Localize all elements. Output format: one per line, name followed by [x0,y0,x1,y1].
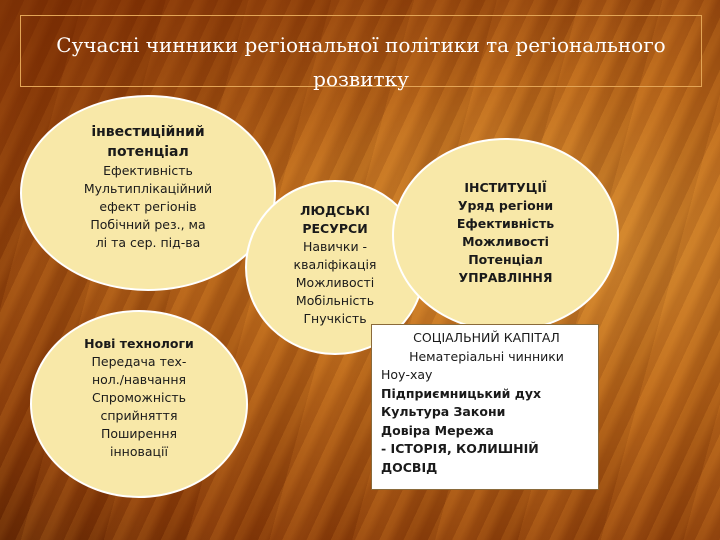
institutions-line: Потенціал [468,252,543,267]
human-heading-2: РЕСУРСИ [302,221,368,236]
tech-line: Поширення [100,426,178,441]
page-title [20,28,702,96]
institutions-node [392,138,619,332]
tech-line: інновації [110,444,168,459]
tech-heading: Нові технологи [84,336,194,351]
investment-potential-node [20,95,276,291]
social-subheading: Нематеріальні чинники [409,348,564,364]
tech-line: нол./навчання [91,372,187,387]
social-capital-box [371,324,599,490]
human-line: Навички - [302,239,368,254]
investment-line: ефект регіонів [99,199,197,214]
human-heading-1: ЛЮДСЬКІ [300,203,370,218]
social-bold-line: - ІСТОРІЯ, КОЛИШНІЙ [381,441,539,456]
social-bold-line: Підприємницький дух [381,385,542,401]
tech-line: Спроможність [92,390,186,405]
institutions-line: Уряд регіони [457,198,554,213]
investment-line: Ефективність [103,163,193,178]
investment-line: Мультиплікаційний [83,181,213,196]
investment-line: Побічний рез., ма [90,217,206,232]
investment-line: лі та сер. під-ва [95,235,201,250]
social-line: Ноу-хау [381,367,433,382]
social-heading: СОЦІАЛЬНИЙ КАПІТАЛ [413,330,560,345]
institutions-line: УПРАВЛІННЯ [458,270,553,285]
social-bold-line: Культура Закони [381,404,506,419]
title-line-1: Сучасні чинники регіональної політики та регіонального [56,33,666,57]
title-line-2: розвитку [313,67,409,91]
human-line: Мобільність [295,293,375,308]
tech-line: Передача тех- [91,354,187,369]
new-technologies-node [30,310,248,498]
investment-heading-2: потенціал [107,144,189,160]
social-bold-line: ДОСВІД [381,459,438,475]
human-line: Гнучкість [303,311,367,326]
institutions-line: Ефективність [456,216,555,231]
social-bold-line: Довіра Мережа [381,422,494,438]
institutions-line: Можливості [462,234,549,249]
institutions-line: ІНСТИТУЦІЇ [464,180,547,195]
human-line: кваліфікація [293,257,377,272]
human-line: Можливості [295,275,375,290]
tech-line: сприйняття [100,408,178,423]
investment-heading-1: інвестиційний [91,124,205,140]
